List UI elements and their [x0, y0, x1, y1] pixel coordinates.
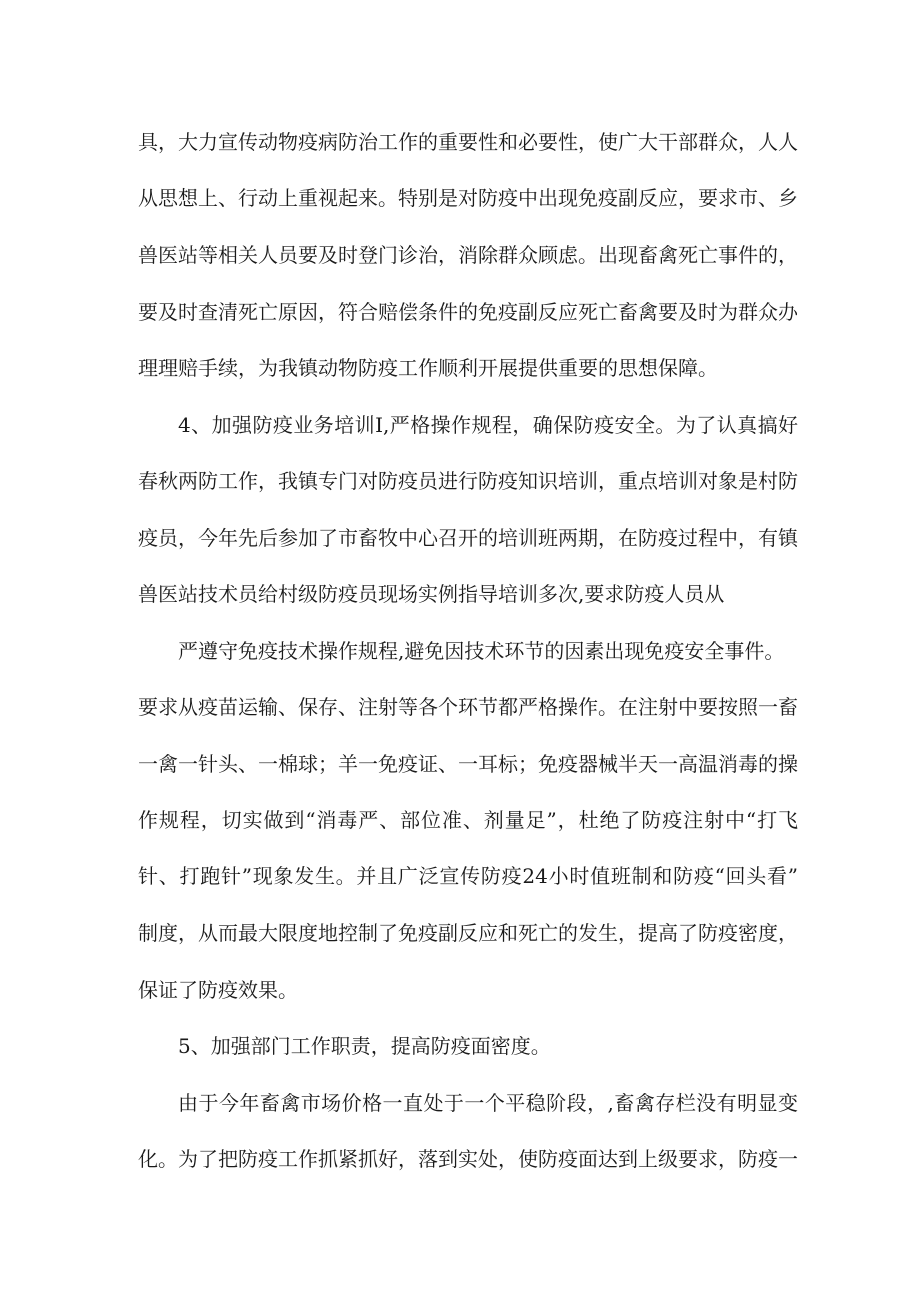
text-line: 兽医站等相关人员要及时登门诊治，消除群众顾虑。出现畜禽死亡事件的，: [138, 243, 798, 267]
text-line: 作规程，切实做到“消毒严、部位准、剂量足”，杜绝了防疫注射中“打飞: [138, 808, 798, 832]
text-line: 针、打跑针”现象发生。并且广泛宣传防疫24小时值班制和防疫“回头看”: [138, 864, 798, 888]
text-line: 春秋两防工作，我镇专门对防疫员进行防疫知识培训，重点培训对象是村防: [138, 469, 798, 493]
section-4-first-line: 4、加强防疫业务培训I,严格操作规程，确保防疫安全。为了认真搞好: [178, 413, 798, 437]
text-line: 兽医站技术员给村级防疫员现场实例指导培训多次,要求防疫人员从: [138, 582, 725, 606]
text-line: 要求从疫苗运输、保存、注射等各个环节都严格操作。在注射中要按照一畜: [138, 695, 798, 719]
text-line: 化。为了把防疫工作抓紧抓好，落到实处，使防疫面达到上级要求，防疫一: [138, 1147, 798, 1171]
text-line: 疫员，今年先后参加了市畜牧中心召开的培训班两期，在防疫过程中，有镇: [138, 526, 798, 550]
text-line: 制度，从而最大限度地控制了免疫副反应和死亡的发生，提高了防疫密度，: [138, 921, 798, 945]
section-5-heading: 5、加强部门工作职责，提高防疫面密度。: [178, 1034, 551, 1058]
text-line: 从思想上、行动上重视起来。特别是对防疫中出现免疫副反应，要求市、乡: [138, 186, 798, 210]
paragraph-first-line: 由于今年畜禽市场价格一直处于一个平稳阶段，,畜禽存栏没有明显变: [178, 1091, 798, 1115]
text-line: 理理赔手续，为我镇动物防疫工作顺利开展提供重要的思想保障。: [138, 356, 718, 380]
text-line: 要及时查清死亡原因，符合赔偿条件的免疫副反应死亡畜禽要及时为群众办: [138, 300, 798, 324]
text-line: 保证了防疫效果。: [138, 978, 298, 1002]
text-line: 一禽一针头、一棉球；羊一免疫证、一耳标；免疫器械半天一高温消毒的操: [138, 752, 798, 776]
paragraph-first-line: 严遵守免疫技术操作规程,避免因技术环节的因素出现免疫安全事件。: [178, 639, 785, 663]
text-line: 具，大力宣传动物疫病防治工作的重要性和必要性，使广大干部群众，人人: [138, 130, 798, 154]
